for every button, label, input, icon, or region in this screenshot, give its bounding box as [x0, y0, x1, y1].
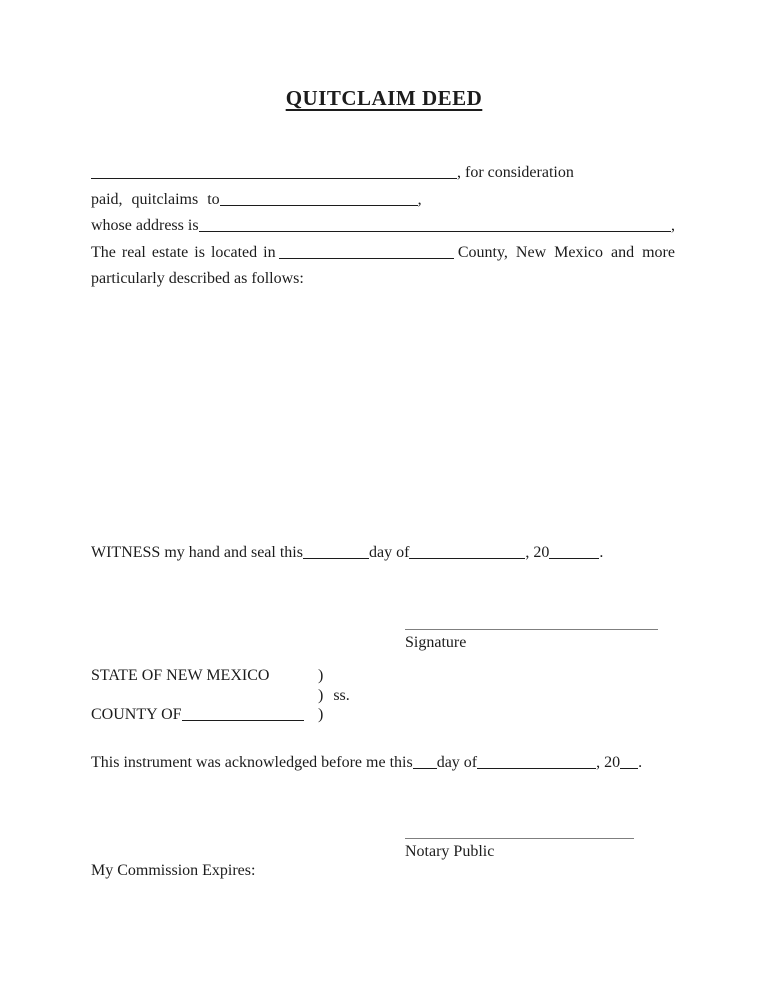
witness-text-4: .: [599, 544, 604, 561]
county-line-suffix: County, New Mexico and more: [457, 243, 675, 261]
ss-label: ss.: [333, 686, 350, 704]
notary-public-label: Notary Public: [405, 843, 495, 860]
address-blank: [199, 219, 671, 232]
grantee-name-blank: [220, 193, 418, 206]
commission-expires-line: [91, 860, 255, 882]
county-of-blank: [182, 708, 304, 721]
state-row: [91, 666, 491, 686]
ss-row: [91, 686, 491, 706]
witness-line: [91, 541, 691, 565]
grantee-line-comma: ,: [417, 190, 422, 208]
county-label: COUNTY OF: [91, 706, 182, 723]
ack-text-2: day of: [436, 754, 478, 771]
signature-line: [405, 629, 658, 630]
document-title-text: QUITCLAIM DEED: [285, 86, 483, 110]
county-row: [91, 705, 491, 725]
grantor-line: [91, 160, 675, 187]
state-label: STATE OF NEW MEXICO: [91, 667, 270, 684]
ack-year-blank: [620, 756, 638, 769]
ack-text-4: .: [638, 754, 643, 771]
state-paren: ): [318, 667, 324, 684]
document-title: [0, 86, 768, 111]
ack-text-1: This instrument was acknowledged before me this: [91, 754, 413, 771]
grantee-line: [91, 187, 675, 214]
acknowledgment-line: [91, 752, 691, 774]
signature-block: [405, 629, 658, 654]
grantor-line-text: , for consideration: [457, 164, 574, 181]
address-line-comma: ,: [671, 217, 675, 235]
signature-label: Signature: [405, 634, 467, 651]
witness-month-blank: [409, 546, 525, 559]
witness-day-blank: [303, 546, 369, 559]
notary-signature-line: [405, 838, 634, 839]
witness-text-3: , 20: [525, 544, 550, 561]
ack-day-blank: [413, 756, 437, 769]
commission-expires-label: My Commission Expires:: [91, 862, 256, 879]
ss-paren: ): [318, 686, 324, 704]
county-line-prefix: The real estate is located in: [91, 243, 276, 261]
notary-caption: [91, 666, 491, 725]
county-name-blank: [279, 246, 454, 259]
witness-text-1: WITNESS my hand and seal this: [91, 544, 303, 561]
ack-month-blank: [477, 756, 596, 769]
described-line-text: particularly described as follows:: [91, 270, 304, 288]
county-line: [91, 240, 675, 267]
witness-text-2: day of: [368, 544, 410, 561]
ack-text-3: , 20: [596, 754, 621, 771]
notary-public-block: [405, 838, 634, 863]
address-line: [91, 213, 675, 240]
witness-year-blank: [549, 546, 599, 559]
county-paren: ): [318, 706, 324, 723]
grantor-name-blank: [91, 166, 457, 179]
described-line: [91, 266, 675, 293]
opening-paragraph: [91, 160, 675, 293]
address-line-text: whose address is: [91, 217, 199, 235]
grantee-line-text: paid, quitclaims to: [91, 190, 220, 208]
